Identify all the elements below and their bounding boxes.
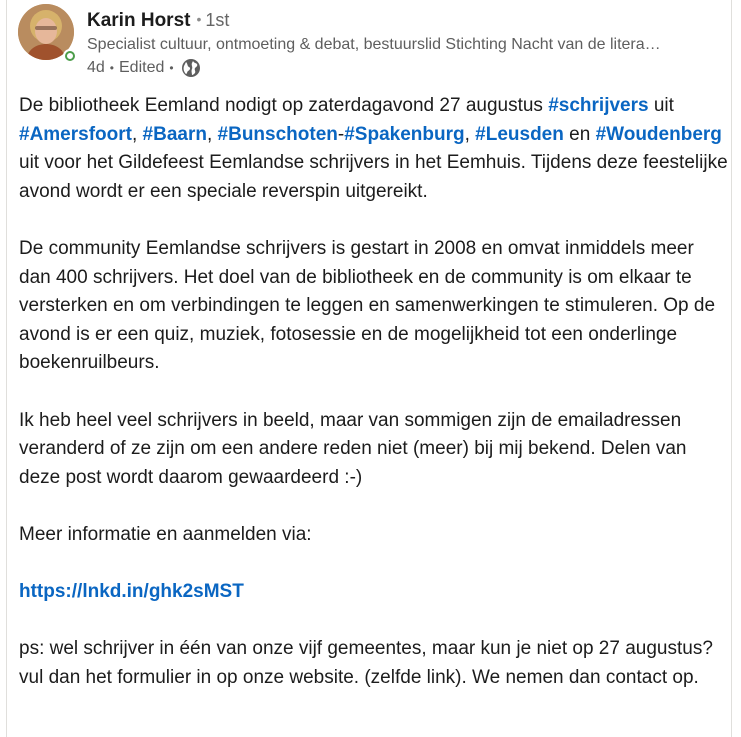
post-paragraph-1 — [19, 92, 729, 206]
post-time[interactable]: 4d — [87, 59, 105, 76]
text-segment: , — [464, 123, 476, 145]
text-segment: , — [206, 123, 218, 145]
text-segment: uit — [648, 95, 674, 116]
post-paragraph-5: ps: wel schrijver in één van onze vijf gemeentes, maar kun je niet op 27 augustus? vul dan het formulier in op onze website. (zelfde link). We nemen dan contact op. — [19, 638, 713, 688]
text-segment: - — [337, 123, 345, 145]
post-paragraph-2: De community Eemlandse schrijvers is gestart in 2008 en omvat inmiddels meer dan 400 schrijvers. Het doel van de bibliotheek en de community is om elkaar te versterken en om verbindingen te leggen en samenwerkingen te stimuleren. Op de avond is er een quiz, muziek, fotosessie en de mogelijkheid tot een onderlinge boekenruilbeurs. — [19, 237, 716, 374]
text-segment: , — [131, 123, 143, 145]
paragraph-gap — [19, 550, 729, 579]
paragraph-gap — [19, 206, 729, 235]
post-link-line — [19, 578, 729, 607]
hashtag-woudenberg[interactable]: #Woudenberg — [595, 123, 722, 145]
post-link[interactable]: https://lnkd.in/ghk2sMST — [19, 581, 244, 603]
separator-dot: • — [169, 61, 174, 75]
text-segment: en — [563, 123, 596, 145]
connection-degree: 1st — [205, 10, 230, 30]
paragraph-gap — [19, 492, 729, 521]
text-segment: De bibliotheek Eemland nodigt op zaterdagavond 27 augustus — [19, 95, 549, 116]
hashtag-amersfoort[interactable]: #Amersfoort — [19, 123, 132, 145]
post-card — [6, 0, 732, 737]
paragraph-gap — [19, 378, 729, 407]
paragraph-gap — [19, 607, 729, 636]
post-meta — [87, 57, 201, 79]
post-body — [19, 92, 729, 692]
author-name-row — [87, 8, 229, 32]
hashtag-schrijvers[interactable]: #schrijvers — [548, 95, 649, 116]
separator-dot: • — [109, 61, 114, 75]
author-name[interactable]: Karin Horst — [87, 10, 191, 31]
post-paragraph-3: Ik heb heel veel schrijvers in beeld, maar van sommigen zijn de emailadressen veranderd of ze zijn om een andere reden niet (meer) bij mij bekend. Delen van deze post wordt daarom gewaardeerd :-) — [19, 409, 687, 488]
edited-label: Edited — [119, 59, 165, 76]
post-paragraph-4: Meer informatie en aanmelden via: — [19, 523, 312, 545]
text-segment: uit voor het Gildefeest Eemlandse schrijvers in het Eemhuis. Tijdens deze feestelijke avond wordt er een speciale reverspin uitgereikt. — [19, 152, 728, 202]
hashtag-baarn[interactable]: #Baarn — [142, 123, 207, 145]
author-headline: Specialist cultuur, ontmoeting & debat, bestuurslid Stichting Nacht van de litera… — [87, 36, 661, 53]
hashtag-spakenburg[interactable]: #Spakenburg — [344, 123, 465, 145]
separator-dot: • — [196, 11, 202, 27]
hashtag-leusden[interactable]: #Leusden — [475, 123, 564, 145]
globe-icon — [181, 58, 201, 78]
online-status-icon — [63, 49, 77, 63]
hashtag-bunschoten[interactable]: #Bunschoten — [217, 123, 338, 145]
